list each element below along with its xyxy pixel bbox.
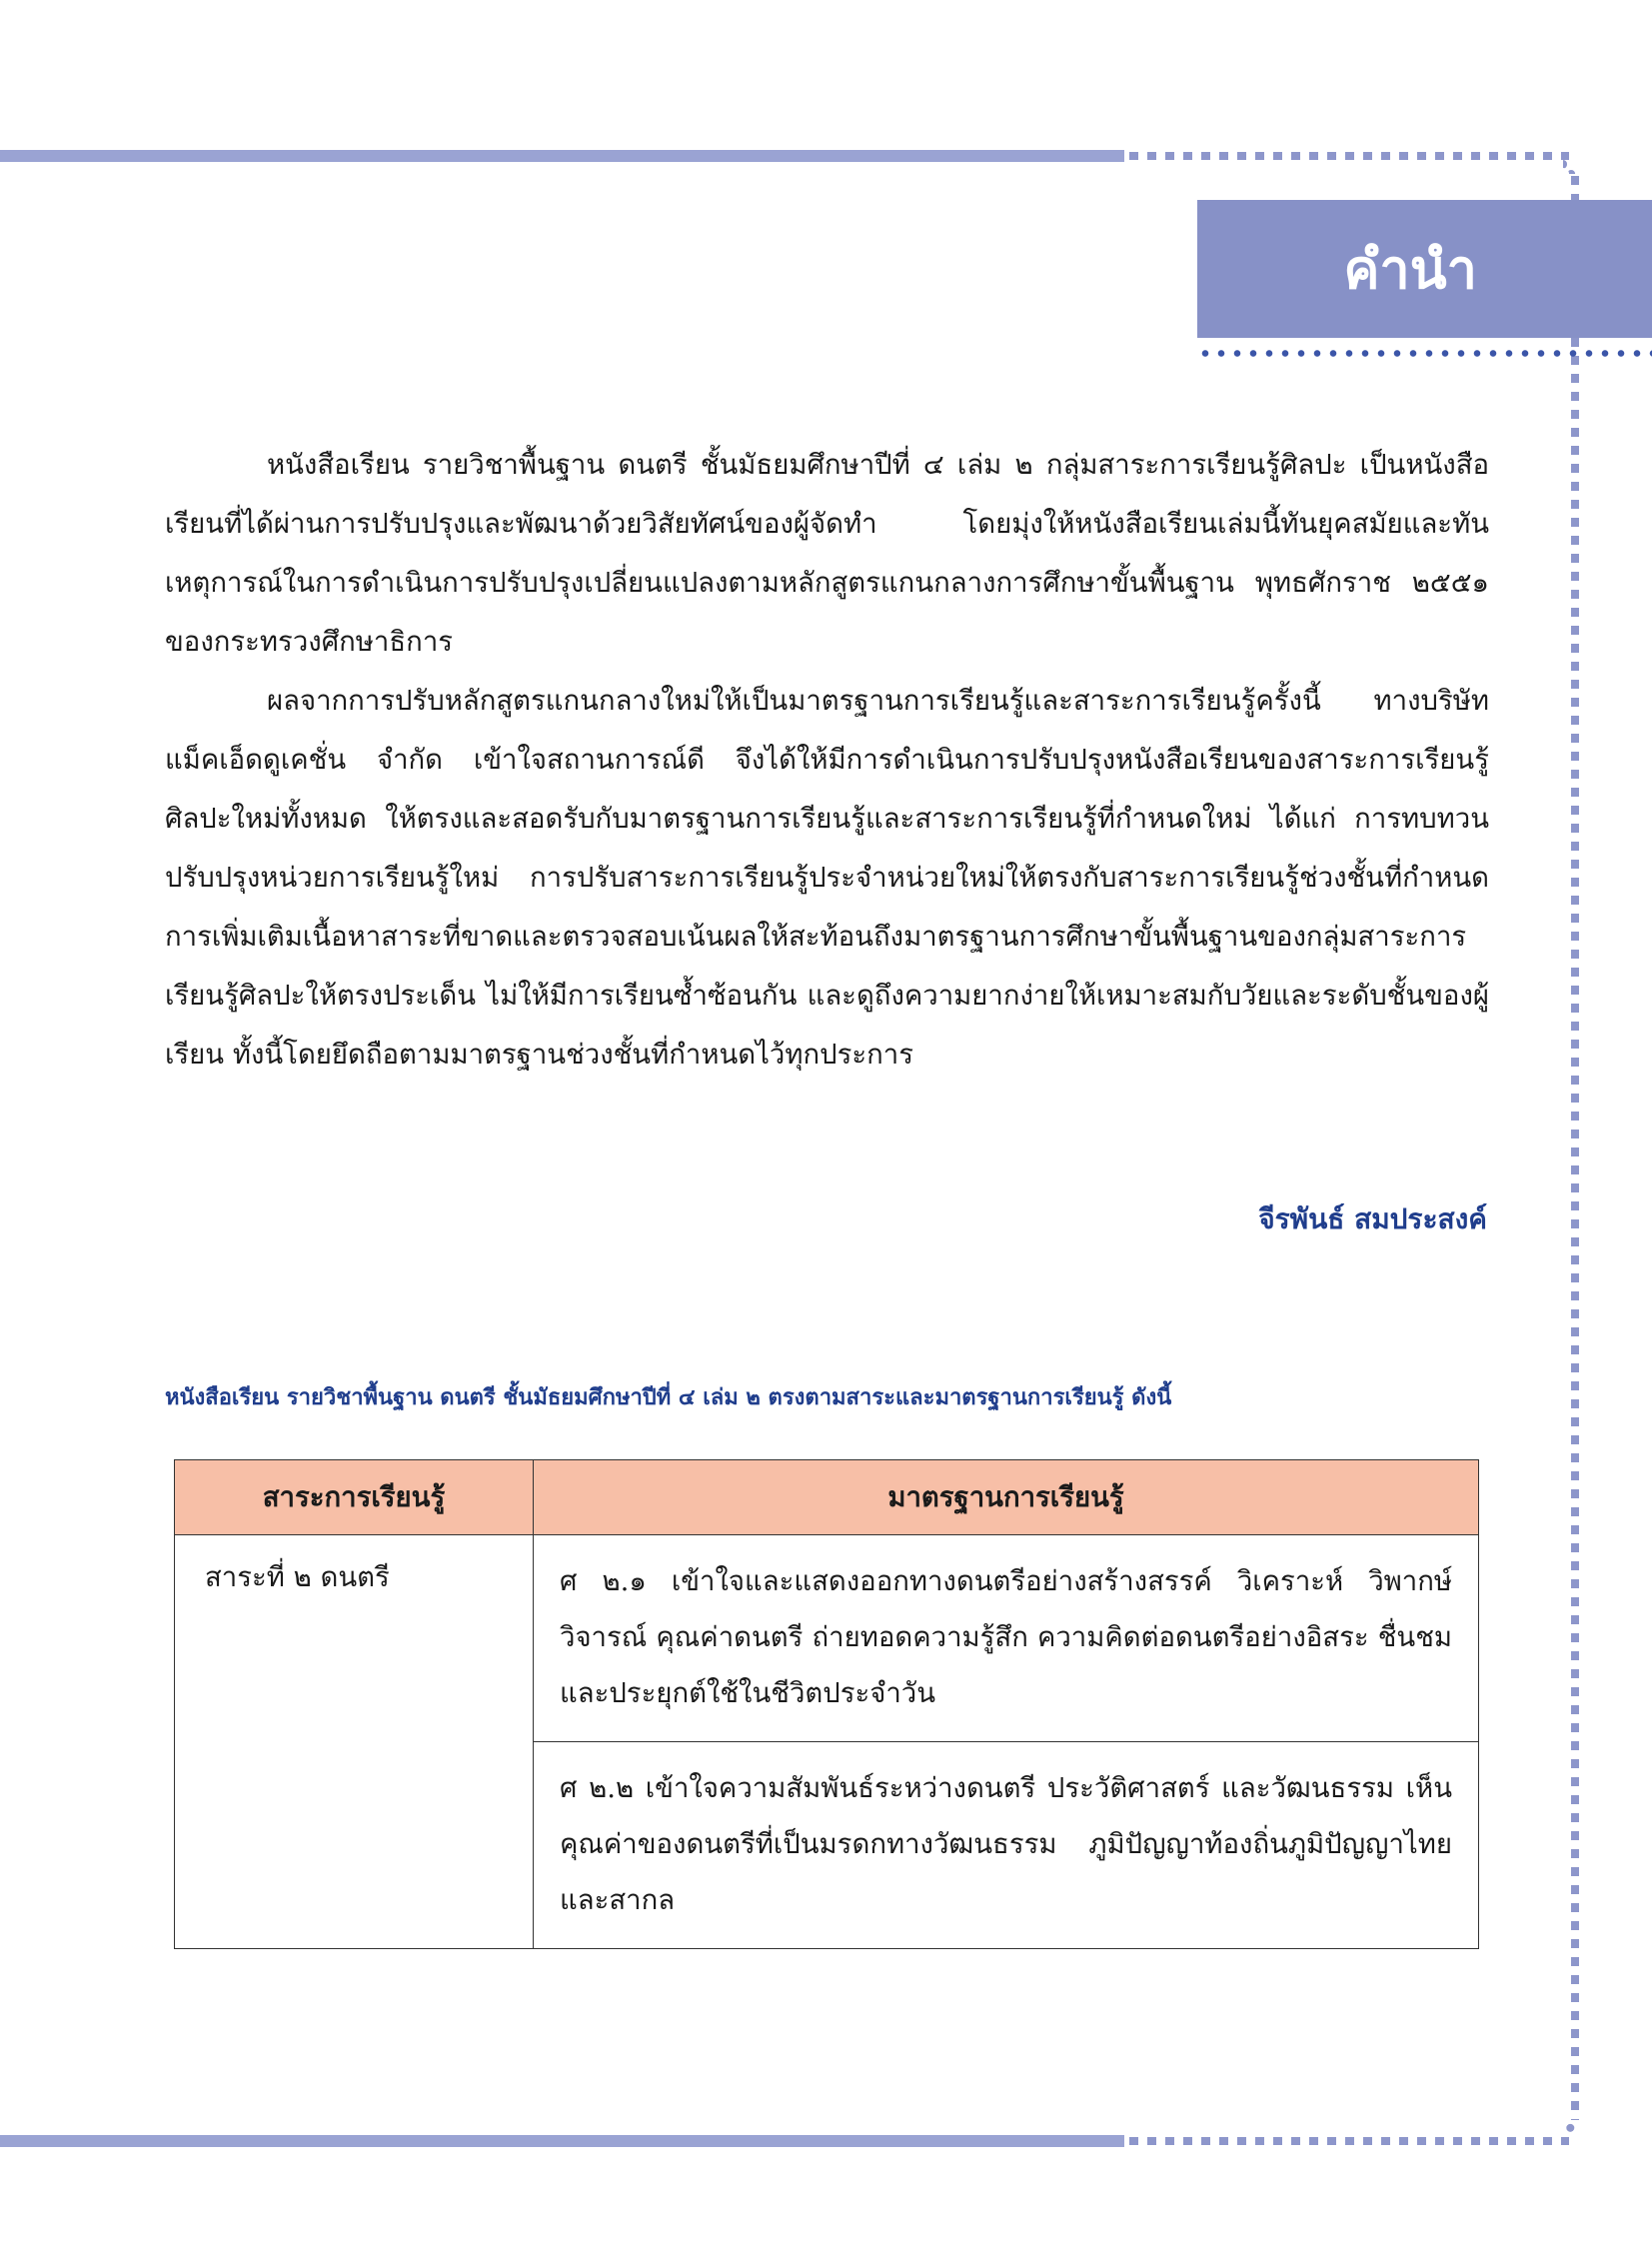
- strand-cell: สาระที่ ๒ ดนตรี: [175, 1535, 534, 1949]
- author-signature: จีรพันธ์ สมประสงค์: [1258, 1202, 1487, 1235]
- header-strand: สาระการเรียนรู้: [175, 1460, 534, 1535]
- right-dotted-border: [1571, 176, 1579, 2120]
- bottom-decorative-band: [0, 2135, 1124, 2147]
- header-standard: มาตรฐานการเรียนรู้: [534, 1460, 1479, 1535]
- bottom-dotted-line: [1129, 2137, 1569, 2145]
- preface-paragraph-1: หนังสือเรียน รายวิชาพื้นฐาน ดนตรี ชั้นมัธยมศึกษาปีที่ ๔ เล่ม ๒ กลุ่มสาระการเรียนรู้ศิลปะ เป็นหนังสือเรียนที่ได้ผ่านการปรับปรุงและพัฒนาด้วยวิสัยทัศน์ของผู้จัดทำ โดยมุ่งให้หนังสือเรียนเล่มนี้ทันยุคสมัยและทันเหตุการณ์ในการดำเนินการปรับปรุงเปลี่ยนแปลงตามหลักสูตรแกนกลางการศึกษาขั้นพื้นฐาน พุทธศักราช ๒๕๕๑ ของกระทรวงศึกษาธิการ: [165, 449, 1489, 658]
- page-title: คำนำ: [1343, 238, 1477, 301]
- top-dotted-line: [1129, 152, 1569, 160]
- preface-paragraph-2: ผลจากการปรับหลักสูตรแกนกลางใหม่ให้เป็นมาตรฐานการเรียนรู้และสาระการเรียนรู้ครั้งนี้ ทางบริษัท แม็คเอ็ดดูเคชั่น จำกัด เข้าใจสถานการณ์ดี จึงได้ให้มีการดำเนินการปรับปรุงหนังสือเรียนของสาระการเรียนรู้ศิลปะใหม่ทั้งหมด ให้ตรงและสอดรับกับมาตรฐานการเรียนรู้และสาระการเรียนรู้ที่กำหนดใหม่ ได้แก่ การทบทวนปรับปรุงหน่วยการเรียนรู้ใหม่ การปรับสาระการเรียนรู้ประจำหน่วยใหม่ให้ตรงกับสาระการเรียนรู้ช่วงชั้นที่กำหนด การเพิ่มเติมเนื้อหาสาระที่ขาดและตรวจสอบเน้นผลให้สะท้อนถึงมาตรฐานการศึกษาขั้นพื้นฐานของกลุ่มสาระการเรียนรู้ศิลปะให้ตรงประเด็น ไม่ให้มีการเรียนซ้ำซ้อนกัน และดูถึงความยากง่ายให้เหมาะสมกับวัยและระดับชั้นของผู้เรียน ทั้งนี้โดยยึดถือตามมาตรฐานช่วงชั้นที่กำหนดไว้ทุกประการ: [165, 685, 1489, 1071]
- title-banner: [1197, 200, 1652, 338]
- table-caption: หนังสือเรียน รายวิชาพื้นฐาน ดนตรี ชั้นมัธยมศึกษาปีที่ ๔ เล่ม ๒ ตรงตามสาระและมาตรฐานการเรียนรู้ ดังนี้: [165, 1384, 1172, 1410]
- standard-cell-1: ศ ๒.๑ เข้าใจและแสดงออกทางดนตรีอย่างสร้างสรรค์ วิเคราะห์ วิพากษ์ วิจารณ์ คุณค่าดนตรี ถ่ายทอดความรู้สึก ความคิดต่อดนตรีอย่างอิสระ ชื่นชม และประยุกต์ใช้ในชีวิตประจำวัน: [534, 1535, 1479, 1742]
- table-row: [175, 1535, 1479, 1742]
- bottom-right-corner-decoration: [1563, 2121, 1577, 2135]
- standard-cell-2: ศ ๒.๒ เข้าใจความสัมพันธ์ระหว่างดนตรี ประวัติศาสตร์ และวัฒนธรรม เห็นคุณค่าของดนตรีที่เป็นมรดกทางวัฒนธรรม ภูมิปัญญาท้องถิ่นภูมิปัญญาไทยและสากล: [534, 1742, 1479, 1949]
- preface-body: [165, 436, 1489, 1085]
- top-right-corner-decoration: [1563, 160, 1577, 174]
- title-dotted-underline: [1197, 350, 1652, 357]
- standards-table: [174, 1459, 1479, 1949]
- table-header-row: [175, 1460, 1479, 1535]
- top-decorative-band: [0, 150, 1124, 162]
